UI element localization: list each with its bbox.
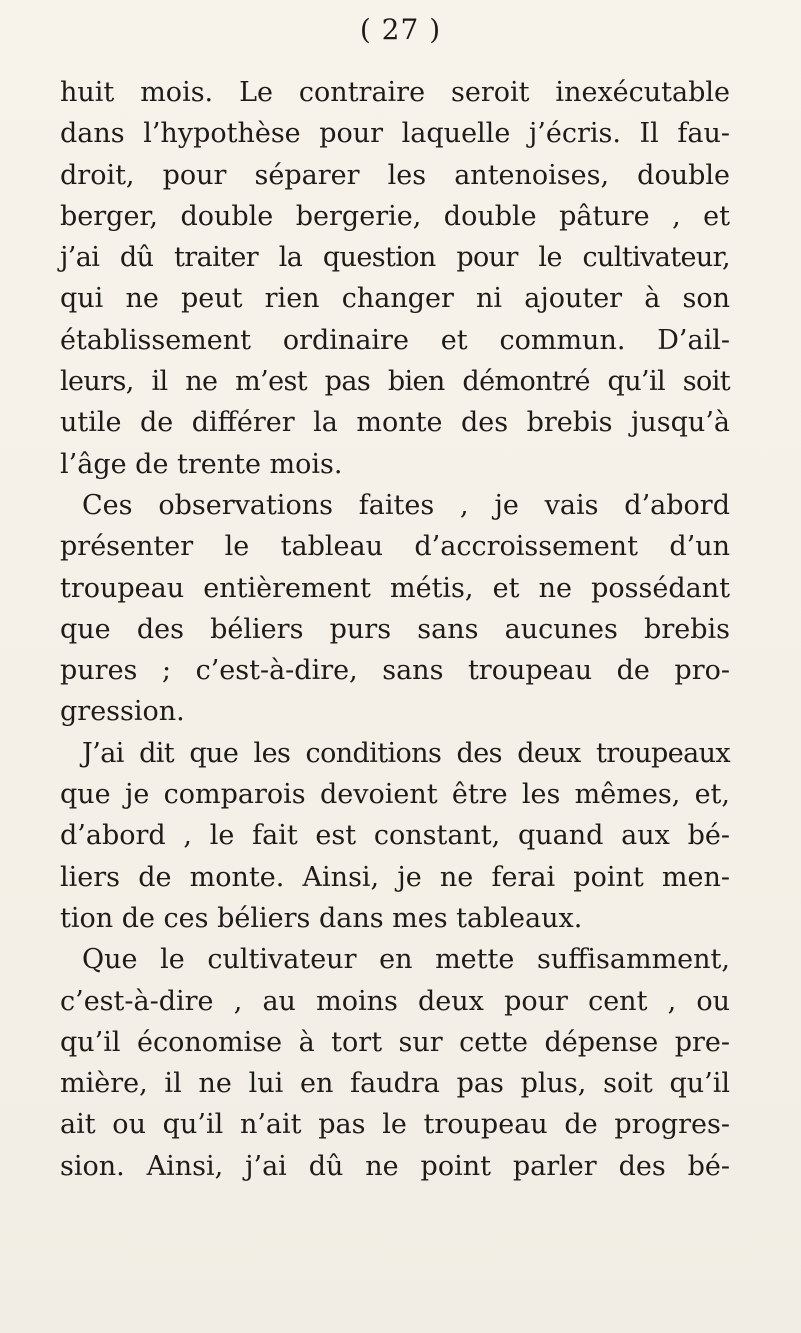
text-line: l’âge de trente mois. (60, 448, 343, 480)
text-line: tion de ces béliers dans mes tableaux. (60, 902, 583, 934)
text-line: dans l’hypothèse pour laquelle j’écris. Il fau- (60, 118, 730, 150)
text-line: mière, il ne lui en faudra pas plus, soit qu’il (60, 1068, 730, 1100)
text-line: que des béliers purs sans aucunes brebis (60, 613, 730, 645)
text-line: troupeau entièrement métis, et ne possédant (60, 572, 730, 604)
text-line: droit, pour séparer les antenoises, double (60, 159, 730, 191)
text-line: qui ne peut rien changer ni ajouter à son (60, 283, 730, 315)
text-line: leurs, il ne m’est pas bien démontré qu’il soit (60, 366, 730, 398)
body-text (60, 72, 730, 1187)
text-line: pures ; c’est-à-dire, sans troupeau de pro- (60, 655, 730, 687)
text-line: que je comparois devoient être les mêmes, et, (60, 779, 730, 811)
text-line: établissement ordinaire et commun. D’ail- (60, 324, 730, 356)
page-number: ( 27 ) (359, 13, 442, 46)
text-line: j’ai dû traiter la question pour le cultivateur, (60, 242, 730, 274)
text-line: présenter le tableau d’accroissement d’un (60, 531, 730, 563)
text-line: liers de monte. Ainsi, je ne ferai point men- (60, 861, 730, 893)
text-line: d’abord , le fait est constant, quand aux bé- (60, 820, 730, 852)
paragraph-start-line: Ces observations faites , je vais d’abord (82, 489, 730, 521)
text-line: gression. (60, 696, 185, 728)
text-line: sion. Ainsi, j’ai dû ne point parler des bé- (60, 1150, 730, 1182)
text-line: huit mois. Le contraire seroit inexécutable (60, 77, 730, 108)
paragraph-start-line: Que le cultivateur en mette suffisamment, (82, 944, 730, 976)
text-line: ait ou qu’il n’ait pas le troupeau de progres- (60, 1109, 730, 1141)
text-line: qu’il économise à tort sur cette dépense pre- (60, 1026, 730, 1058)
text-line: berger, double bergerie, double pâture , et (60, 200, 730, 232)
text-line: c’est-à-dire , au moins deux pour cent , ou (60, 985, 730, 1017)
text-line: utile de différer la monte des brebis jusqu’à (60, 407, 730, 439)
paragraph-start-line: J’ai dit que les conditions des deux troupeaux (82, 737, 730, 769)
